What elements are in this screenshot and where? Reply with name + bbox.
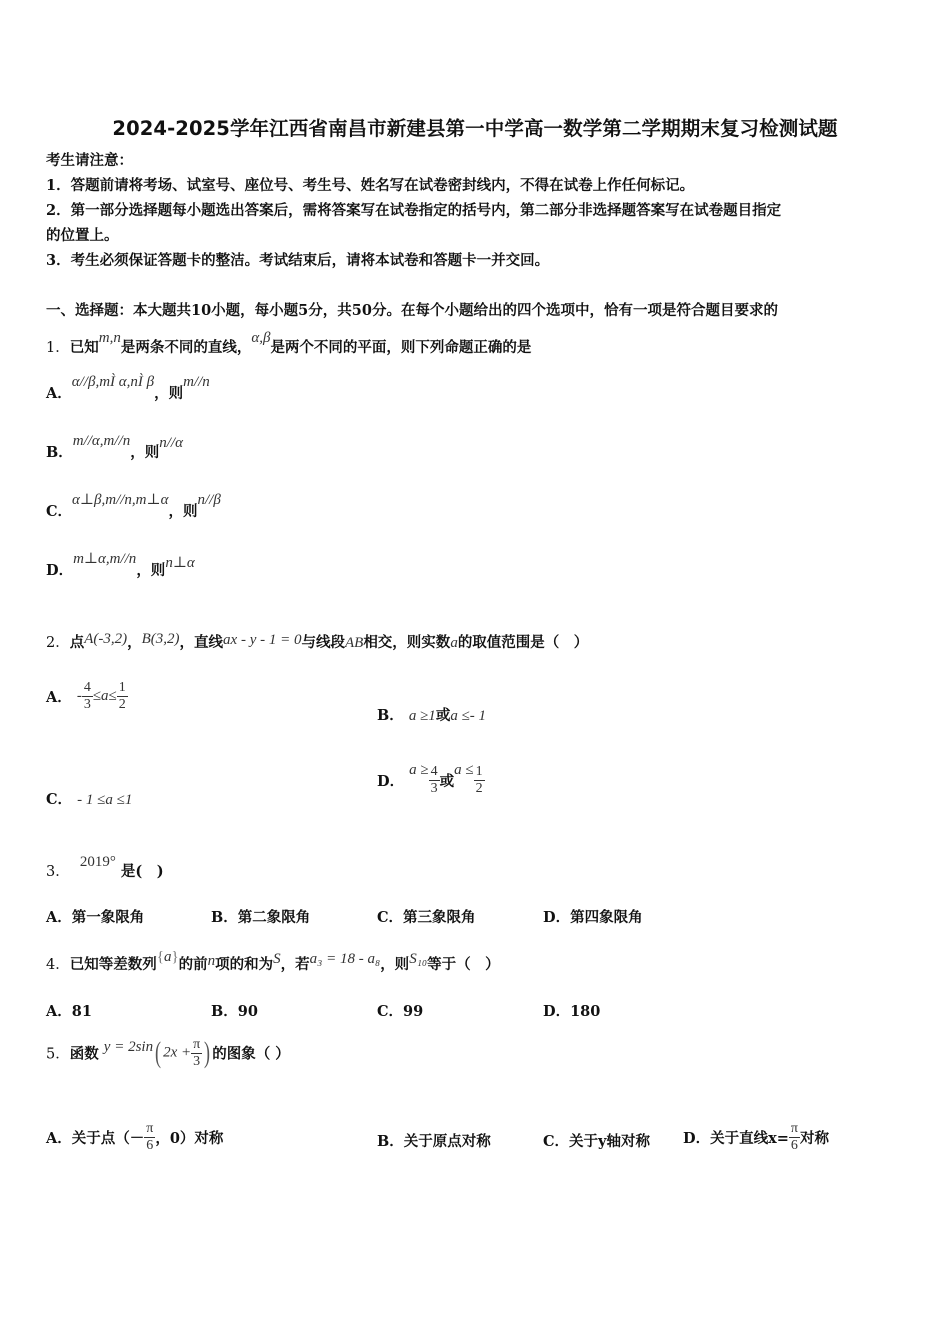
option-2d: D． a ≥ $\frac{4}{3}$ 或a ≤ $\frac{1}{2}$ bbox=[377, 762, 483, 796]
question-number: 3． bbox=[46, 864, 70, 880]
math: B(3,2) bbox=[141, 631, 180, 647]
option-3d: D．第四象限角 bbox=[543, 909, 643, 926]
math: 2019° bbox=[79, 854, 116, 870]
math: a₃ = 18 - a₈ bbox=[309, 951, 381, 967]
fraction: $\frac{4}{3}$ bbox=[430, 764, 438, 796]
notice-item-3: 3．考生必须保证答题卡的整洁。考试结束后，请将本试卷和答题卡一并交回。 bbox=[46, 252, 550, 269]
math: α//β,mÌ α,nÌ β bbox=[71, 374, 155, 390]
math: m⊥α,m//n bbox=[73, 551, 137, 567]
option-1b: B．m//α,m//n，则n//α bbox=[46, 433, 183, 461]
option-4b: B．90 bbox=[211, 1003, 258, 1020]
math: a ≥1 bbox=[408, 708, 436, 724]
math: S bbox=[273, 951, 281, 967]
math: α,β bbox=[251, 330, 271, 346]
option-5c: C．关于y轴对称 bbox=[543, 1133, 650, 1150]
notice-heading: 考生请注意： bbox=[46, 152, 133, 169]
math: a bbox=[163, 949, 172, 965]
math: - 1 ≤a ≤1 bbox=[77, 792, 133, 808]
math: S₁₀ bbox=[409, 951, 428, 967]
question-2: 2．点A(-3,2)，B(3,2)，直线ax - y - 1 = 0与线段AB相交，则实数a的取值范围是（ ） bbox=[46, 631, 589, 651]
math: y = 2sin bbox=[103, 1038, 154, 1055]
option-5d: D．关于直线x= $\frac{\pi}{6}$ 对称 bbox=[683, 1121, 829, 1153]
question-5: 5．函数 y = 2sin( 2x + $\frac{\pi}{3}$ ) 的图象（ ） bbox=[46, 1036, 290, 1069]
math: m,n bbox=[98, 330, 121, 346]
fraction: $\frac{\pi}{6}$ bbox=[790, 1121, 798, 1153]
math: n⊥α bbox=[165, 555, 195, 571]
option-5a: A．关于点（－ $\frac{\pi}{6}$ ，0）对称 bbox=[46, 1121, 224, 1153]
option-3b: B．第二象限角 bbox=[211, 909, 311, 926]
math: n//α bbox=[159, 435, 183, 451]
math: A(-3,2) bbox=[84, 631, 128, 647]
option-1a: A．α//β,mÌ α,nÌ β，则m//n bbox=[46, 374, 210, 402]
option-5b: B．关于原点对称 bbox=[377, 1133, 491, 1150]
math: α⊥β,m//n,m⊥α bbox=[72, 492, 169, 508]
page-title: 2024-2025学年江西省南昌市新建县第一中学高一数学第二学期期末复习检测试题 bbox=[112, 117, 838, 140]
option-1c: C．α⊥β,m//n,m⊥α，则n//β bbox=[46, 492, 221, 520]
question-number: 1． bbox=[46, 340, 70, 356]
question-number: 5． bbox=[46, 1046, 70, 1063]
option-1d: D．m⊥α,m//n，则n⊥α bbox=[46, 551, 195, 579]
math: m//α,m//n bbox=[72, 433, 131, 449]
option-2b: B． a ≥1或a ≤- 1 bbox=[377, 707, 487, 724]
fraction: $\frac{1}{2}$ bbox=[475, 764, 483, 796]
math: a ≤- 1 bbox=[450, 708, 487, 724]
option-3a: A．第一象限角 bbox=[46, 909, 145, 926]
section-heading: 一、选择题：本大题共10小题，每小题5分，共50分。在每个小题给出的四个选项中，恰有一项是符合题目要求的 bbox=[46, 302, 778, 319]
fraction: $\frac{4}{3}$ bbox=[83, 680, 91, 712]
option-4c: C．99 bbox=[377, 1003, 424, 1020]
option-2a: A． - $\frac{4}{3}$ ≤a≤ $\frac{1}{2}$ bbox=[46, 680, 126, 712]
fraction: $\frac{\pi}{6}$ bbox=[146, 1121, 154, 1153]
fraction: $\frac{1}{2}$ bbox=[118, 680, 126, 712]
question-number: 2． bbox=[46, 635, 70, 651]
option-2c: C． - 1 ≤a ≤1 bbox=[46, 791, 133, 808]
question-3: 3． 2019° 是( ) bbox=[46, 854, 164, 880]
notice-item-2: 2．第一部分选择题每小题选出答案后，需将答案写在试卷指定的括号内，第二部分非选择题答案写在试卷题目指定 bbox=[46, 202, 782, 219]
question-1: 1．已知m,n是两条不同的直线，α,β是两个不同的平面，则下列命题正确的是 bbox=[46, 330, 532, 356]
math: ax - y - 1 = 0 bbox=[223, 632, 302, 648]
math: m//n bbox=[183, 374, 210, 390]
notice-item-1: 1．答题前请将考场、试室号、座位号、考生号、姓名写在试卷密封线内，不得在试卷上作任何标记。 bbox=[46, 177, 695, 194]
fraction: $\frac{\pi}{3}$ bbox=[193, 1036, 201, 1069]
question-number: 4． bbox=[46, 957, 70, 973]
notice-item-2-cont: 的位置上。 bbox=[46, 227, 119, 244]
option-4a: A．81 bbox=[46, 1003, 92, 1020]
math: a bbox=[450, 635, 458, 651]
math: AB bbox=[344, 635, 364, 651]
option-4d: D．180 bbox=[543, 1003, 601, 1020]
math: n bbox=[207, 953, 216, 969]
math: n//β bbox=[197, 492, 221, 508]
question-4: 4．已知等差数列{a}的前n项的和为S，若a₃ = 18 - a₈，则S₁₀等于（ ） bbox=[46, 949, 500, 973]
option-3c: C．第三象限角 bbox=[377, 909, 476, 926]
